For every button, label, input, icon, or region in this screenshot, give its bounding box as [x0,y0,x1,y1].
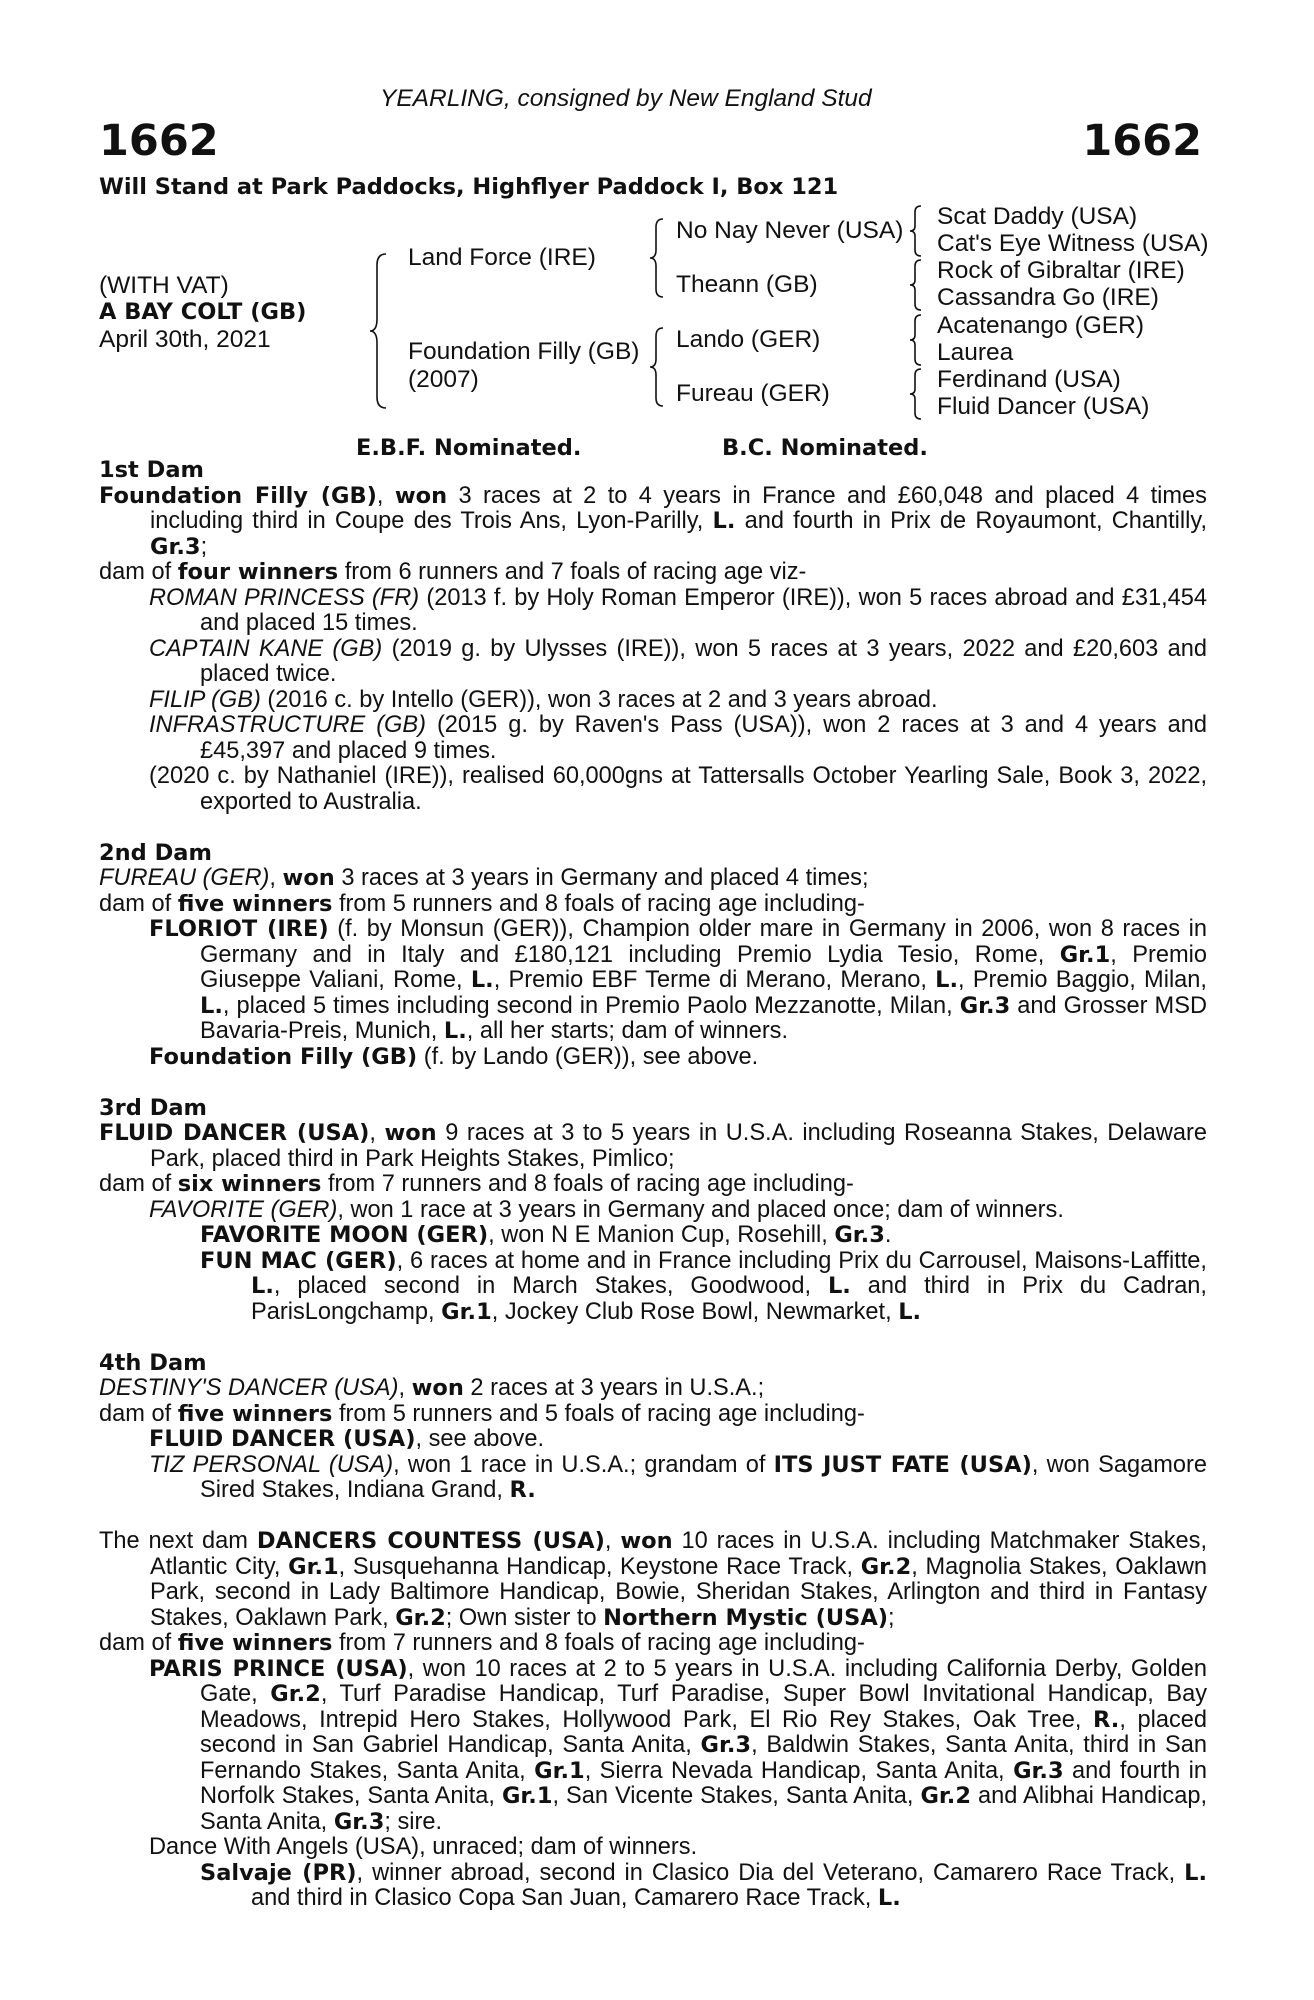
consignment-line: YEARLING, consigned by New England Stud [380,85,872,112]
section-heading-4th-dam: 4th Dam [99,1349,207,1376]
sire-sire: No Nay Never (USA) [676,217,904,244]
next-dam-record: The next dam DANCERS COUNTESS (USA), won 10 races in U.S.A. including Matchmaker Stakes, Atlantic City, Gr.1, Susquehanna Handicap, Keystone Race Track, Gr.2, Magnolia Stakes, Oaklawn Park, second in Lady Baltimore Handicap, Bowie, Sheridan Stakes, Arlington and third in Fantasy Stakes, Oaklawn Park, Gr.2; Own sister to Northern Mystic (USA); [99,1528,1208,1631]
next-dam-produce-summary: dam of five winners from 7 runners and 8 foals of racing age including- [99,1630,865,1656]
produce-entry: FILIP (GB) (2016 c. by Intello (GER)), won 3 races at 2 and 3 years abroad. [149,686,938,713]
produce-entry: PARIS PRINCE (USA), won 10 races at 2 to 5 years in U.S.A. including California Derby, Golden Gate, Gr.2, Turf Paradise Handicap, Turf Paradise, Super Bowl Invitational Handicap, Bay Meadows, Intrepid Hero Stakes, Hollywood Park, El Rio Rey Stakes, Oak Tree, R., placed second in San Gabriel Handicap, Santa Anita, Gr.3, Baldwin Stakes, Santa Anita, third in San Fernando Stakes, Santa Anita, Gr.1, Sierra Nevada Handicap, Santa Anita, Gr.3 and fourth in Norfolk Stakes, Santa Anita, Gr.1, San Vicente Stakes, Santa Anita, Gr.2 and Alibhai Handicap, Santa Anita, Gr.3; sire. [149,1655,1208,1835]
dam2-produce-summary: dam of five winners from 5 runners and 8 foals of racing age including- [99,890,865,917]
dam1-produce-summary: dam of four winners from 6 runners and 7 foals of racing age viz- [99,559,807,585]
produce-entry: Salvaje (PR), winner abroad, second in Clasico Dia del Veterano, Camarero Race Track, L. and third in Clasico Copa San Juan, Camarero Race Track, L. [200,1859,1207,1911]
sire-dam: Theann (GB) [676,271,818,298]
ancestor-7: Ferdinand (USA) [937,366,1121,393]
sire-name: Land Force (IRE) [408,244,596,271]
produce-entry: (2020 c. by Nathaniel (IRE)), realised 60,000gns at Tattersalls October Yearling Sale, Book 3, 2022, exported to Australia. [149,763,1207,815]
produce-entry: Foundation Filly (GB) (f. by Lando (GER)), see above. [149,1043,759,1070]
ancestor-3: Rock of Gibraltar (IRE) [937,257,1185,284]
ancestor-1: Scat Daddy (USA) [937,203,1138,230]
produce-entry: FAVORITE (GER), won 1 race at 3 years in Germany and placed once; dam of winners. [149,1196,1064,1223]
produce-entry: TIZ PERSONAL (USA), won 1 race in U.S.A.; grandam of ITS JUST FATE (USA), won Sagamore Sired Stakes, Indiana Grand, R. [149,1451,1207,1503]
section-heading-1st-dam: 1st Dam [99,457,204,483]
produce-entry: Dance With Angels (USA), unraced; dam of winners. [149,1834,698,1860]
ancestor-5: Acatenango (GER) [937,312,1144,339]
dam3-record: FLUID DANCER (USA), won 9 races at 3 to 5 years in U.S.A. including Roseanna Stakes, Delaware Park, placed third in Park Heights Stakes, Pimlico; [99,1120,1207,1172]
ancestor-6: Laurea [937,339,1014,366]
brace-dam [648,325,668,409]
bc-nomination: B.C. Nominated. [722,435,928,461]
dam-sire: Lando (GER) [676,326,821,353]
produce-entry: CAPTAIN KANE (GB) (2019 g. by Ulysses (IRE)), won 5 races at 3 years, 2022 and £20,603 and placed twice. [149,635,1207,687]
produce-entry: ROMAN PRINCESS (FR) (2013 f. by Holy Roman Emperor (IRE)), won 5 races abroad and £31,454 and placed 15 times. [149,584,1207,636]
ancestor-8: Fluid Dancer (USA) [937,393,1150,420]
brace-g2 [908,257,926,313]
vat-note: (WITH VAT) [99,272,229,299]
ancestor-2: Cat's Eye Witness (USA) [937,230,1209,257]
stand-location: Will Stand at Park Paddocks, Highflyer Paddock I, Box 121 [99,174,839,200]
brace-g3 [908,312,926,368]
ebf-nomination: E.B.F. Nominated. [356,435,582,461]
dam-dam: Fureau (GER) [676,380,830,407]
lot-number-left: 1662 [99,116,219,166]
dam1-record: Foundation Filly (GB), won 3 races at 2 to 4 years in France and £60,048 and placed 4 times including third in Coupe des Trois Ans, Lyon-Parilly, L. and fourth in Prix de Royaumont, Chantilly, Gr.3; [99,482,1207,560]
section-heading-3rd-dam: 3rd Dam [99,1094,207,1121]
produce-entry: FLORIOT (IRE) (f. by Monsun (GER)), Champion older mare in Germany in 2006, won 8 races in Germany and in Italy and £180,121 including Premio Lydia Tesio, Rome, Gr.1, Premio Giuseppe Valiani, Rome, L., Premio EBF Terme di Merano, Merano, L., Premio Baggio, Milan, L., placed 5 times including second in Premio Paolo Mezzanotte, Milan, Gr.3 and Grosser MSD Bavaria-Preis, Munich, L., all her starts; dam of winners. [149,916,1208,1044]
produce-entry: FLUID DANCER (USA), see above. [149,1426,545,1452]
lot-number-right: 1662 [1082,116,1202,166]
horse-name: A BAY COLT (GB) [99,299,307,325]
catalogue-body [99,458,1207,1912]
horse-name: Foundation Filly (GB) [99,482,377,509]
dam-name: Foundation Filly (GB) [408,338,640,365]
ancestor-4: Cassandra Go (IRE) [937,284,1159,311]
dam-year: (2007) [408,366,479,393]
brace-g1 [908,203,926,259]
dam4-produce-summary: dam of five winners from 5 runners and 5 foals of racing age including- [99,1400,865,1427]
section-heading-2nd-dam: 2nd Dam [99,839,212,866]
dam3-produce-summary: dam of six winners from 7 runners and 8 foals of racing age including- [99,1171,854,1197]
brace-sire [648,216,668,300]
horse-dob: April 30th, 2021 [99,326,271,353]
dam4-record: DESTINY'S DANCER (USA), won 2 races at 3 years in U.S.A.; [99,1375,765,1401]
dam2-record: FUREAU (GER), won 3 races at 3 years in Germany and placed 4 times; [99,865,869,891]
produce-entry: FAVORITE MOON (GER), won N E Manion Cup, Rosehill, Gr.3. [200,1222,892,1248]
brace-g4 [908,366,926,422]
produce-entry: FUN MAC (GER), 6 races at home and in France including Prix du Carrousel, Maisons-Laffitte, L., placed second in March Stakes, Goodwood, L. and third in Prix du Cadran, ParisLongchamp, Gr.1, Jockey Club Rose Bowl, Newmarket, L. [200,1247,1207,1325]
produce-entry: INFRASTRUCTURE (GB) (2015 g. by Raven's Pass (USA)), won 2 races at 3 and 4 years and £45,397 and placed 9 times. [149,712,1207,764]
brace-main [368,251,392,411]
